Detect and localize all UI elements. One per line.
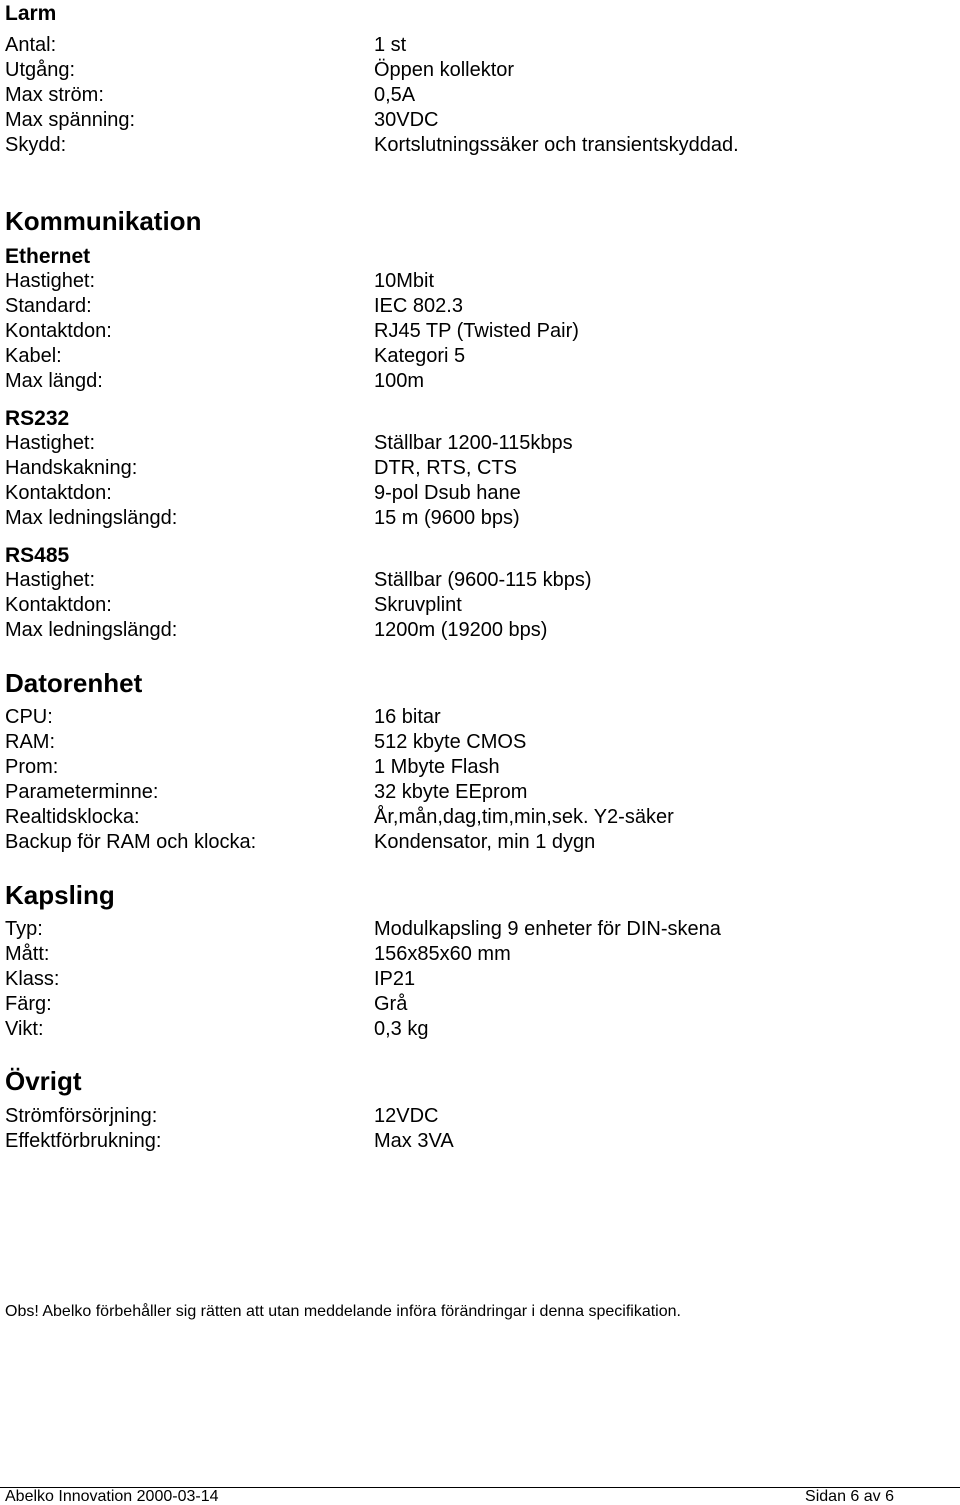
section-title-rs232: RS232 [5,407,70,430]
rs232-label-hastighet: Hastighet: [5,432,96,454]
rs232-label-max-ledningslangd: Max ledningslängd: [5,507,178,529]
larm-value-max-spanning: 30VDC [374,109,439,131]
rs232-value-max-ledningslangd: 15 m (9600 bps) [374,507,520,529]
datorenhet-value-parameterminne: 32 kbyte EEprom [374,781,528,803]
datorenhet-label-ram: RAM: [5,731,55,753]
rs232-value-handskakning: DTR, RTS, CTS [374,457,517,479]
section-title-ethernet: Ethernet [5,245,91,268]
ethernet-value-hastighet: 10Mbit [374,270,435,292]
section-title-rs485: RS485 [5,544,70,567]
larm-label-max-spanning: Max spänning: [5,109,136,131]
section-title-kapsling: Kapsling [5,880,115,910]
datorenhet-label-prom: Prom: [5,756,59,778]
ethernet-label-standard: Standard: [5,295,92,317]
datorenhet-value-realtidsklocka: År,mån,dag,tim,min,sek. Y2-säker [374,806,674,828]
section-title-datorenhet: Datorenhet [5,668,143,698]
datorenhet-value-cpu: 16 bitar [374,706,441,728]
kapsling-value-klass: IP21 [374,968,416,990]
rs232-value-kontaktdon: 9-pol Dsub hane [374,482,521,504]
kapsling-value-vikt: 0,3 kg [374,1018,429,1040]
larm-value-antal: 1 st [374,34,407,56]
rs485-value-hastighet: Ställbar (9600-115 kbps) [374,569,592,591]
disclaimer-notice: Obs! Abelko förbehåller sig rätten att utan meddelande införa förändringar i denna specifikation. [5,1303,681,1320]
section-title-kommunikation: Kommunikation [5,206,202,236]
ovrigt-label-effektforbrukning: Effektförbrukning: [5,1130,162,1152]
datorenhet-label-realtidsklocka: Realtidsklocka: [5,806,140,828]
kapsling-value-farg: Grå [374,993,408,1015]
datorenhet-label-cpu: CPU: [5,706,53,728]
kapsling-label-matt: Mått: [5,943,50,965]
ethernet-label-max-langd: Max längd: [5,370,103,392]
larm-label-antal: Antal: [5,34,57,56]
rs485-label-kontaktdon: Kontaktdon: [5,594,112,616]
ethernet-value-standard: IEC 802.3 [374,295,463,317]
kapsling-value-matt: 156x85x60 mm [374,943,511,965]
rs232-label-handskakning: Handskakning: [5,457,138,479]
ethernet-value-kabel: Kategori 5 [374,345,466,367]
footer-page-number: Sidan 6 av 6 [805,1488,894,1505]
rs485-label-max-ledningslangd: Max ledningslängd: [5,619,178,641]
datorenhet-label-backup: Backup för RAM och klocka: [5,831,257,853]
ethernet-label-hastighet: Hastighet: [5,270,96,292]
ethernet-value-max-langd: 100m [374,370,425,392]
rs232-value-hastighet: Ställbar 1200-115kbps [374,432,573,454]
ovrigt-value-stromforsorjning: 12VDC [374,1105,439,1127]
rs232-label-kontaktdon: Kontaktdon: [5,482,112,504]
larm-label-max-strom: Max ström: [5,84,104,106]
datorenhet-value-backup: Kondensator, min 1 dygn [374,831,596,853]
datorenhet-value-ram: 512 kbyte CMOS [374,731,527,753]
larm-label-utgang: Utgång: [5,59,76,81]
rs485-label-hastighet: Hastighet: [5,569,96,591]
ovrigt-label-stromforsorjning: Strömförsörjning: [5,1105,158,1127]
datorenhet-value-prom: 1 Mbyte Flash [374,756,500,778]
kapsling-label-typ: Typ: [5,918,43,940]
section-title-larm: Larm [5,2,57,25]
ethernet-value-kontaktdon: RJ45 TP (Twisted Pair) [374,320,579,342]
kapsling-value-typ: Modulkapsling 9 enheter för DIN-skena [374,918,721,940]
ethernet-label-kontaktdon: Kontaktdon: [5,320,112,342]
footer-company-date: Abelko Innovation 2000-03-14 [5,1488,219,1505]
kapsling-label-klass: Klass: [5,968,60,990]
larm-value-skydd: Kortslutningssäker och transientskyddad. [374,134,739,156]
larm-label-skydd: Skydd: [5,134,67,156]
ethernet-label-kabel: Kabel: [5,345,62,367]
ovrigt-value-effektforbrukning: Max 3VA [374,1130,454,1152]
rs485-value-max-ledningslangd: 1200m (19200 bps) [374,619,548,641]
larm-value-max-strom: 0,5A [374,84,416,106]
rs485-value-kontaktdon: Skruvplint [374,594,462,616]
larm-value-utgang: Öppen kollektor [374,59,515,81]
kapsling-label-farg: Färg: [5,993,52,1015]
datorenhet-label-parameterminne: Parameterminne: [5,781,159,803]
kapsling-label-vikt: Vikt: [5,1018,44,1040]
section-title-ovrigt: Övrigt [5,1066,82,1096]
